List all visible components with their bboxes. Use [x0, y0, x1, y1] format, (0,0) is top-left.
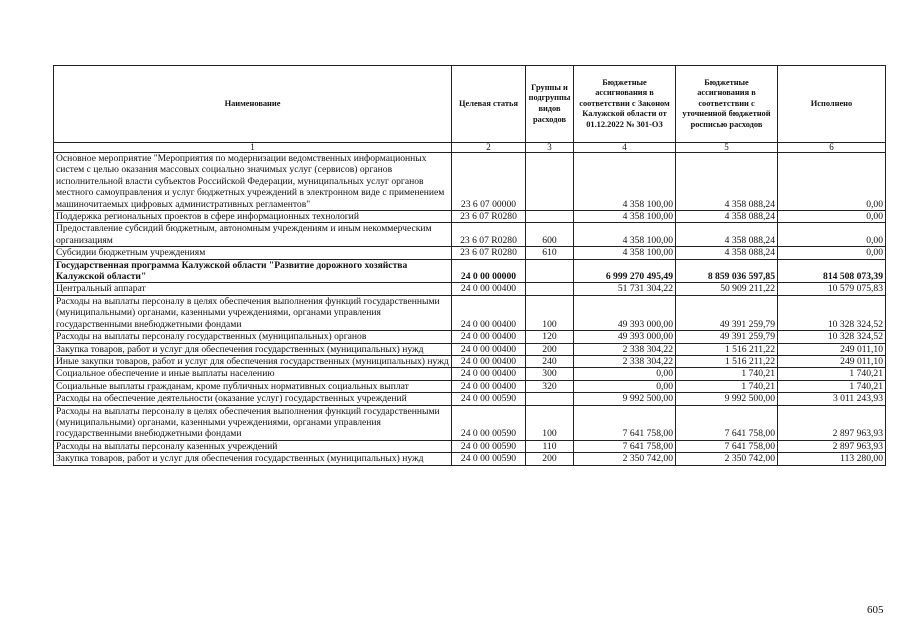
row-name: Центральный аппарат — [54, 283, 452, 295]
approved-amount: 0,00 — [574, 368, 676, 380]
row-name: Расходы на выплаты персоналу государственных (муниципальных) органов — [54, 331, 452, 343]
target-article-code: 24 0 00 00590 — [452, 453, 526, 465]
column-number: 3 — [526, 143, 574, 153]
table-row — [54, 343, 886, 355]
target-article-code: 24 0 00 00400 — [452, 380, 526, 392]
revised-amount: 1 516 211,22 — [676, 343, 778, 355]
expense-group-code — [526, 153, 574, 211]
expense-group-code: 110 — [526, 440, 574, 452]
expense-group-code: 100 — [526, 295, 574, 330]
target-article-code: 23 6 07 00000 — [452, 153, 526, 211]
table-body — [54, 153, 886, 466]
revised-amount: 7 641 758,00 — [676, 440, 778, 452]
row-name: Государственная программа Калужской области "Развитие дорожного хозяйства Калужской области" — [54, 259, 452, 283]
target-article-code: 24 0 00 00400 — [452, 368, 526, 380]
expense-group-code: 600 — [526, 223, 574, 247]
column-number: 6 — [778, 143, 886, 153]
expense-group-code: 200 — [526, 453, 574, 465]
row-name: Расходы на выплаты персоналу в целях обеспечения выполнения функций государственными (муниципальными) органами, казенными учреждениями, органами управления государственными внебюджетными фондами — [54, 405, 452, 440]
revised-amount: 8 859 036 597,85 — [676, 259, 778, 283]
table-row — [54, 405, 886, 440]
revised-amount: 4 358 088,24 — [676, 211, 778, 223]
header-revised-allocations: Бюджетные ассигнования в соответствии с уточненной бюджетной росписью расходов — [676, 66, 778, 143]
approved-amount: 4 358 100,00 — [574, 223, 676, 247]
executed-amount: 249 011,10 — [778, 355, 886, 367]
target-article-code: 24 0 00 00590 — [452, 393, 526, 405]
executed-amount: 0,00 — [778, 153, 886, 211]
table-row — [54, 283, 886, 295]
approved-amount: 2 338 304,22 — [574, 343, 676, 355]
row-name: Предоставление субсидий бюджетным, автономным учреждениям и иным некоммерческим организациям — [54, 223, 452, 247]
revised-amount: 1 740,21 — [676, 368, 778, 380]
target-article-code: 24 0 00 00590 — [452, 440, 526, 452]
approved-amount: 49 393 000,00 — [574, 331, 676, 343]
table-row — [54, 331, 886, 343]
revised-amount: 50 909 211,22 — [676, 283, 778, 295]
expense-group-code: 610 — [526, 247, 574, 259]
row-name: Социальное обеспечение и иные выплаты населению — [54, 368, 452, 380]
table-row — [54, 393, 886, 405]
target-article-code: 24 0 00 00000 — [452, 259, 526, 283]
row-name: Поддержка региональных проектов в сфере информационных технологий — [54, 211, 452, 223]
expense-group-code: 100 — [526, 405, 574, 440]
approved-amount: 4 358 100,00 — [574, 153, 676, 211]
revised-amount: 4 358 088,24 — [676, 153, 778, 211]
revised-amount: 1 740,21 — [676, 380, 778, 392]
row-name: Субсидии бюджетным учреждениям — [54, 247, 452, 259]
table-row — [54, 223, 886, 247]
target-article-code: 23 6 07 R0280 — [452, 223, 526, 247]
expense-group-code: 300 — [526, 368, 574, 380]
target-article-code: 23 6 07 R0280 — [452, 211, 526, 223]
approved-amount: 4 358 100,00 — [574, 211, 676, 223]
approved-amount: 9 992 500,00 — [574, 393, 676, 405]
expense-group-code: 200 — [526, 343, 574, 355]
expense-group-code: 320 — [526, 380, 574, 392]
revised-amount: 7 641 758,00 — [676, 405, 778, 440]
column-number-row — [54, 143, 886, 153]
approved-amount: 7 641 758,00 — [574, 405, 676, 440]
table-row — [54, 440, 886, 452]
row-name: Расходы на выплаты персоналу казенных учреждений — [54, 440, 452, 452]
target-article-code: 24 0 00 00400 — [452, 283, 526, 295]
revised-amount: 49 391 259,79 — [676, 331, 778, 343]
expense-group-code — [526, 283, 574, 295]
executed-amount: 113 280,00 — [778, 453, 886, 465]
revised-amount: 4 358 088,24 — [676, 247, 778, 259]
executed-amount: 0,00 — [778, 247, 886, 259]
budget-table — [53, 65, 886, 466]
executed-amount: 0,00 — [778, 211, 886, 223]
revised-amount: 4 358 088,24 — [676, 223, 778, 247]
approved-amount: 2 350 742,00 — [574, 453, 676, 465]
table-row — [54, 380, 886, 392]
expense-group-code — [526, 211, 574, 223]
target-article-code: 24 0 00 00400 — [452, 343, 526, 355]
approved-amount: 6 999 270 495,49 — [574, 259, 676, 283]
header-approved-allocations: Бюджетные ассигнования в соответствии с Законом Калужской области от 01.12.2022 № 301-ОЗ — [574, 66, 676, 143]
row-name: Социальные выплаты гражданам, кроме публичных нормативных социальных выплат — [54, 380, 452, 392]
approved-amount: 4 358 100,00 — [574, 247, 676, 259]
row-name: Основное мероприятие "Мероприятия по модернизации ведомственных информационных систем с целью оказания массовых социально значимых услуг (сервисов) органов исполнительной власти субъектов Российской Федерации, муниципальных услуг органов местного самоуправления и услуг бюджетных учреждений в электронном виде с применением машиночитаемых цифровых административных регламентов" — [54, 153, 452, 211]
row-name: Иные закупки товаров, работ и услуг для обеспечения государственных (муниципальных) нужд — [54, 355, 452, 367]
approved-amount: 2 338 304,22 — [574, 355, 676, 367]
approved-amount: 49 393 000,00 — [574, 295, 676, 330]
target-article-code: 24 0 00 00400 — [452, 295, 526, 330]
executed-amount: 2 897 963,93 — [778, 440, 886, 452]
table-row — [54, 355, 886, 367]
header-row — [54, 66, 886, 143]
table-row — [54, 247, 886, 259]
table-row — [54, 153, 886, 211]
header-expense-groups: Группы и подгруппы видов расходов — [526, 66, 574, 143]
approved-amount: 0,00 — [574, 380, 676, 392]
expense-group-code: 240 — [526, 355, 574, 367]
revised-amount: 9 992 500,00 — [676, 393, 778, 405]
expense-group-code — [526, 259, 574, 283]
executed-amount: 814 508 073,39 — [778, 259, 886, 283]
row-name: Расходы на обеспечение деятельности (оказание услуг) государственных учреждений — [54, 393, 452, 405]
approved-amount: 7 641 758,00 — [574, 440, 676, 452]
table-row — [54, 295, 886, 330]
column-number: 4 — [574, 143, 676, 153]
expense-group-code — [526, 393, 574, 405]
column-number: 1 — [54, 143, 452, 153]
target-article-code: 24 0 00 00400 — [452, 331, 526, 343]
approved-amount: 51 731 304,22 — [574, 283, 676, 295]
executed-amount: 1 740,21 — [778, 380, 886, 392]
row-name: Расходы на выплаты персоналу в целях обеспечения выполнения функций государственными (муниципальными) органами, казенными учреждениями, органами управления государственными внебюджетными фондами — [54, 295, 452, 330]
executed-amount: 10 579 075,83 — [778, 283, 886, 295]
table-row — [54, 211, 886, 223]
header-target-article: Целевая статья — [452, 66, 526, 143]
revised-amount: 1 516 211,22 — [676, 355, 778, 367]
executed-amount: 249 011,10 — [778, 343, 886, 355]
row-name: Закупка товаров, работ и услуг для обеспечения государственных (муниципальных) нужд — [54, 453, 452, 465]
target-article-code: 24 0 00 00590 — [452, 405, 526, 440]
target-article-code: 24 0 00 00400 — [452, 355, 526, 367]
revised-amount: 2 350 742,00 — [676, 453, 778, 465]
table-row — [54, 453, 886, 465]
header-name: Наименование — [54, 66, 452, 143]
expense-group-code: 120 — [526, 331, 574, 343]
executed-amount: 3 011 243,93 — [778, 393, 886, 405]
page-number: 605 — [867, 604, 884, 616]
column-number: 2 — [452, 143, 526, 153]
executed-amount: 2 897 963,93 — [778, 405, 886, 440]
executed-amount: 10 328 324,52 — [778, 295, 886, 330]
executed-amount: 1 740,21 — [778, 368, 886, 380]
table-row — [54, 368, 886, 380]
executed-amount: 10 328 324,52 — [778, 331, 886, 343]
table-row — [54, 259, 886, 283]
executed-amount: 0,00 — [778, 223, 886, 247]
row-name: Закупка товаров, работ и услуг для обеспечения государственных (муниципальных) нужд — [54, 343, 452, 355]
header-executed: Исполнено — [778, 66, 886, 143]
revised-amount: 49 391 259,79 — [676, 295, 778, 330]
target-article-code: 23 6 07 R0280 — [452, 247, 526, 259]
column-number: 5 — [676, 143, 778, 153]
